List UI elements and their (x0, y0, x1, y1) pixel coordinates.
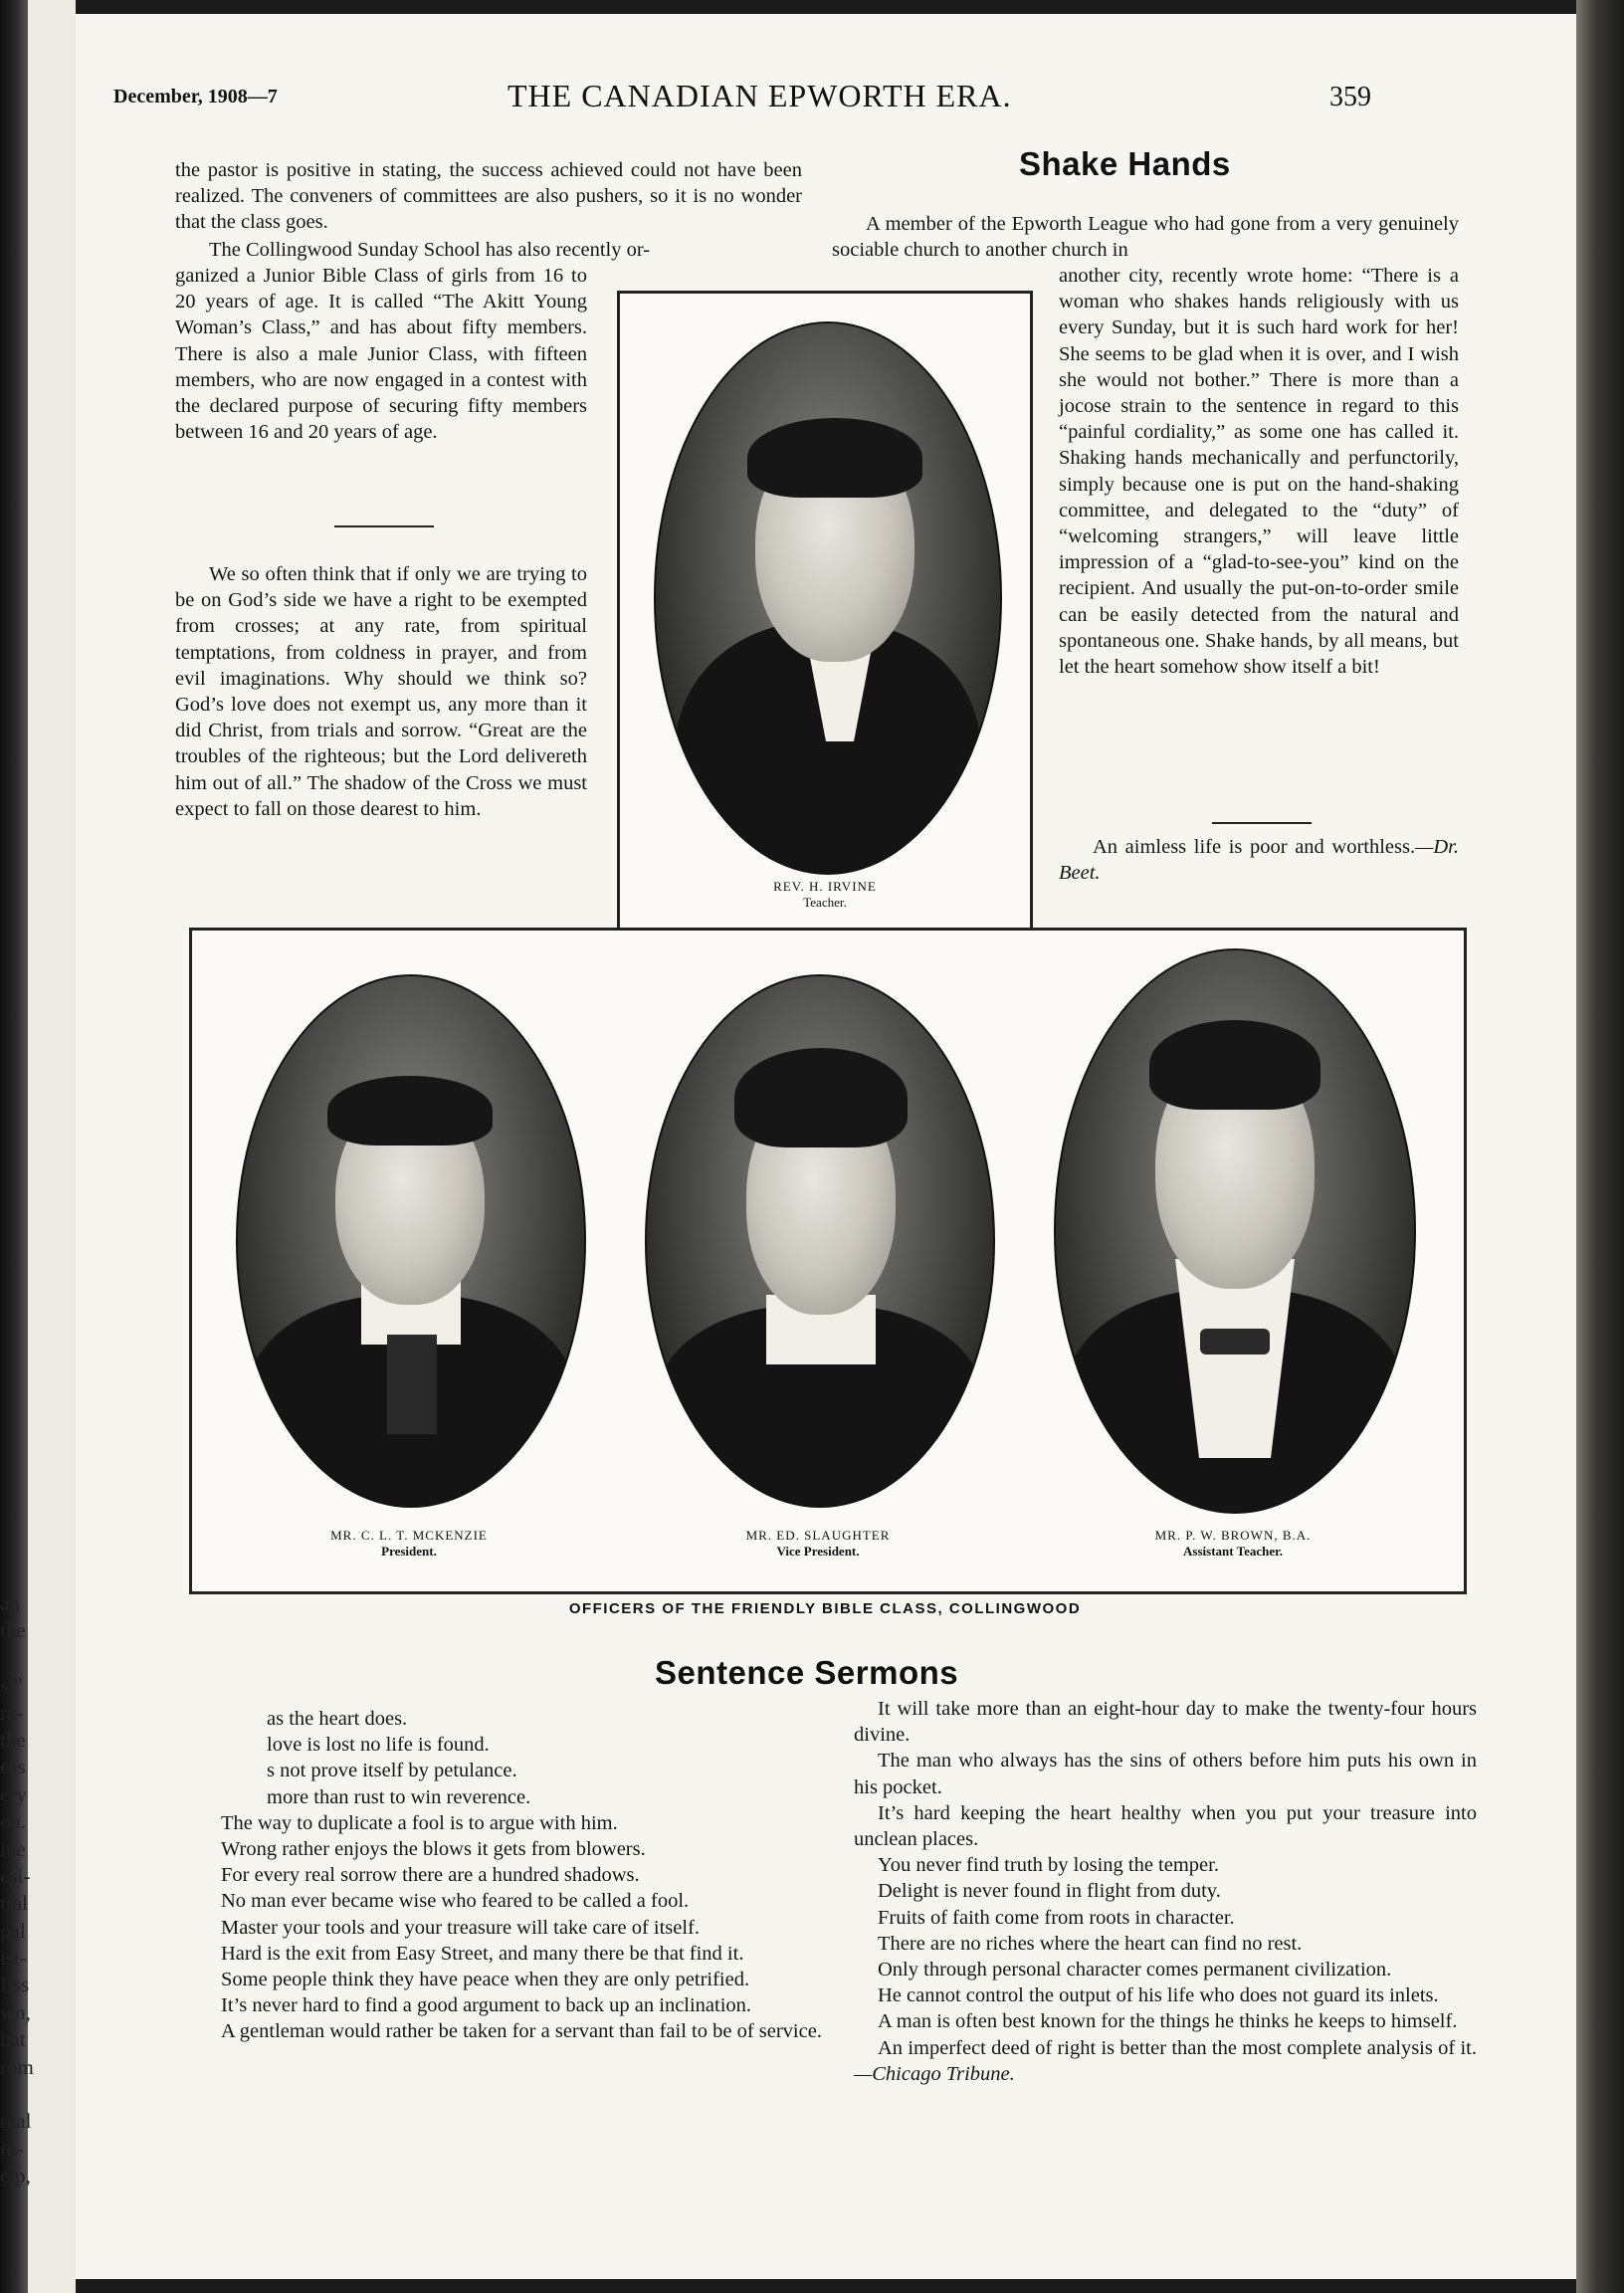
teacher-photo (654, 321, 1002, 875)
sermon-line: The man who always has the sins of others before him puts his own in his pocket. (854, 1750, 1477, 1798)
officer-role: President. (381, 1544, 437, 1559)
bleed-fragment: the (0, 1618, 26, 1643)
sermon-line: It’s never hard to find a good argument to back up an inclination. (221, 1994, 752, 2017)
president-caption (236, 1528, 582, 1560)
officer-name: MR. ED. SLAUGHTER (745, 1528, 891, 1543)
officer-name: MR. C. L. T. MCKENZIE (330, 1528, 488, 1543)
bleed-fragment: Iiss (0, 1973, 30, 1997)
officer-role: Assistant Teacher. (1183, 1544, 1283, 1559)
sermon-source: —Chicago Tribune. (854, 2062, 1015, 2085)
officers-photo-box (189, 928, 1467, 1594)
sermon-line: A gentleman would rather be taken for a servant than fail to be of service. (221, 2020, 822, 2043)
bleed-fragment: real (0, 2109, 32, 2134)
officer-name: MR. P. W. BROWN, B.A. (1154, 1528, 1312, 1543)
sentence-sermons-heading: Sentence Sermons (655, 1654, 959, 1691)
bleed-fragment: ery (0, 1781, 27, 1806)
sermon-line: He cannot control the output of his life who does not guard its inlets. (878, 1984, 1439, 2007)
bleed-fragment: ess (0, 1755, 26, 1779)
sermon-line: love is lost no life is found. (267, 1734, 490, 1757)
quote-divider (1212, 822, 1312, 824)
sermon-line: It’s hard keeping the heart healthy when you put your treasure into unclean places. (854, 1801, 1477, 1851)
bleed-fragment: esi- (0, 1863, 31, 1888)
bleed-fragment: s,” (0, 1673, 23, 1698)
beet-quote (1059, 834, 1459, 886)
sermons-left-column (197, 1706, 822, 2045)
crosses-paragraph (175, 561, 587, 822)
bleed-fragment (0, 2081, 76, 2108)
bleed-fragment: pal (0, 1918, 26, 1943)
bleed-fragment (0, 1645, 76, 1672)
sermon-line: s not prove itself by petulance. (267, 1760, 517, 1782)
sermon-line: Wrong rather enjoys the blows it gets from blowers. (221, 1838, 646, 1861)
paragraph: the pastor is positive in stating, the success achieved could not have been realized. The conveners of committees are also pushers, so it is no wonder that the class goes. (175, 159, 802, 234)
article-continuation (175, 157, 802, 236)
sermon-line: Hard is the exit from Easy Street, and many there be that find it. (221, 1942, 744, 1965)
sermons-right-column (854, 1696, 1477, 2087)
sermon-line: You never find truth by losing the temper. (878, 1854, 1219, 1877)
bleed-fragment: elp, (0, 2164, 31, 2189)
issue-date: December, 1908—7 (113, 86, 278, 107)
bleed-fragment: ra- (0, 1700, 24, 1725)
sermon-line: Master your tools and your treasure will take care of itself. (221, 1916, 701, 1939)
vice-president-photo (645, 974, 995, 1508)
bleed-fragment: rom (0, 2054, 34, 2079)
sermon-line: It will take more than an eight-hour day to make the twenty-four hours divine. (854, 1698, 1477, 1747)
section-divider (334, 525, 434, 527)
sermon-line: Delight is never found in flight from duty. (878, 1880, 1221, 1903)
sermon-line: An imperfect deed of right is better than the most complete analysis of it.—Chicago Tribune. (854, 2036, 1477, 2085)
sermon-line: Fruits of faith come from roots in character. (878, 1906, 1235, 1929)
sermon-line: There are no riches where the heart can find no rest. (878, 1932, 1303, 1955)
bleed-fragment: hat (0, 2027, 26, 2052)
paragraph: another city, recently wrote home: “There is a woman who shakes hands religiously with us every Sunday, but it is such hard work for her! She seems to be glad when it is over, and I wish she would not bother.” There is more than a jocose strain to the sentence in regard to this “painful cordiality,” as some one has called it. Shaking hands mechanically and perfunctorily, simply because one is put on the hand-shaking committee, and delegated to the “duty” of “welcoming strangers,” will leave little impression of a “glad-to-see-you” kind on the recipient. And usually the put-on-to-order smile can be easily detected from the natural and spontaneous one. Shake hands, by all means, but let the heart somehow show itself a bit! (1059, 265, 1459, 679)
officers-photo-caption: OFFICERS OF THE FRIENDLY BIBLE CLASS, COLLINGWOOD (568, 1600, 1082, 1617)
facing-page-text-fragments (0, 1590, 76, 2190)
sermon-line: The way to duplicate a fool is to argue with him. (221, 1811, 618, 1834)
junior-class-paragraph (175, 263, 587, 445)
shake-hands-lead (832, 211, 1459, 263)
paragraph-lead: The Collingwood Sunday School has also recently or- (209, 239, 651, 261)
president-photo (236, 974, 586, 1508)
bleed-fragment: wn, (0, 1999, 31, 2024)
assistant-teacher-photo (1054, 948, 1416, 1514)
bleed-fragment: the (0, 1727, 26, 1752)
assistant-teacher-caption (1054, 1528, 1412, 1560)
vice-president-caption (645, 1528, 991, 1560)
paragraph: We so often think that if only we are trying to be on God’s side we have a right to be exempted from crosses; at any rate, from spiritual temptations, from coldness in prayer, and from evil imaginations. Why should we think so? God’s love does not exempt us, any more than it did Christ, from trials and sorrow. “Great are the troubles of the righteous; but the Lord delivereth him out of all.” The shadow of the Cross we must expect to fall on those dearest to him. (175, 563, 587, 820)
officer-role: Vice President. (776, 1544, 860, 1559)
sermon-line: more than rust to win reverence. (267, 1785, 531, 1808)
page-stack-edge (1576, 0, 1624, 2293)
sermon-line: For every real sorrow there are a hundred shadows. (221, 1864, 640, 1887)
teacher-role: Teacher. (803, 895, 847, 910)
quote-text: An aimless life is poor and worthless.—Dr. Beet. (1059, 836, 1459, 885)
bleed-fragment: on. (0, 1809, 27, 1834)
paragraph: ganized a Junior Bible Class of girls from 16 to 20 years of age. It is called “The Akitt Young Woman’s Class,” and has about fifty members. There is also a male Junior Class, with fifteen members, who are now engaged in a contest with the declared purpose of securing fifty members between 16 and 20 years of age. (175, 265, 587, 444)
bleed-fragment: ist- (0, 1946, 27, 1971)
teacher-name: REV. H. IRVINE (773, 879, 877, 894)
teacher-portrait-frame (617, 291, 1033, 931)
sermon-line: Only through personal character comes permanent civilization. (878, 1959, 1392, 1981)
paragraph-lead: A member of the Epworth League who had gone from a very genuinely sociable church to another church in (832, 213, 1459, 262)
shake-hands-heading: Shake Hands (1019, 145, 1231, 182)
teacher-caption (620, 879, 1030, 911)
page-number: 359 (1329, 82, 1371, 112)
sermon-line: as the heart does. (267, 1708, 408, 1730)
shake-hands-body (1059, 263, 1459, 680)
sermon-line: No man ever became wise who feared to be called a fool. (221, 1890, 690, 1913)
sermon-line: A man is often best known for the things he thinks he keeps to himself. (878, 2010, 1458, 2033)
bleed-fragment: in- (0, 2136, 24, 2161)
publication-title: THE CANADIAN EPWORTH ERA. (508, 78, 1012, 113)
article-lead-in (175, 237, 802, 263)
sermon-line: Some people think they have peace when they are only petrified. (221, 1969, 750, 1991)
bleed-fragment: tral (0, 1891, 28, 1916)
bleed-fragment: an (0, 1591, 20, 1615)
bleed-fragment: ine (0, 1836, 26, 1861)
